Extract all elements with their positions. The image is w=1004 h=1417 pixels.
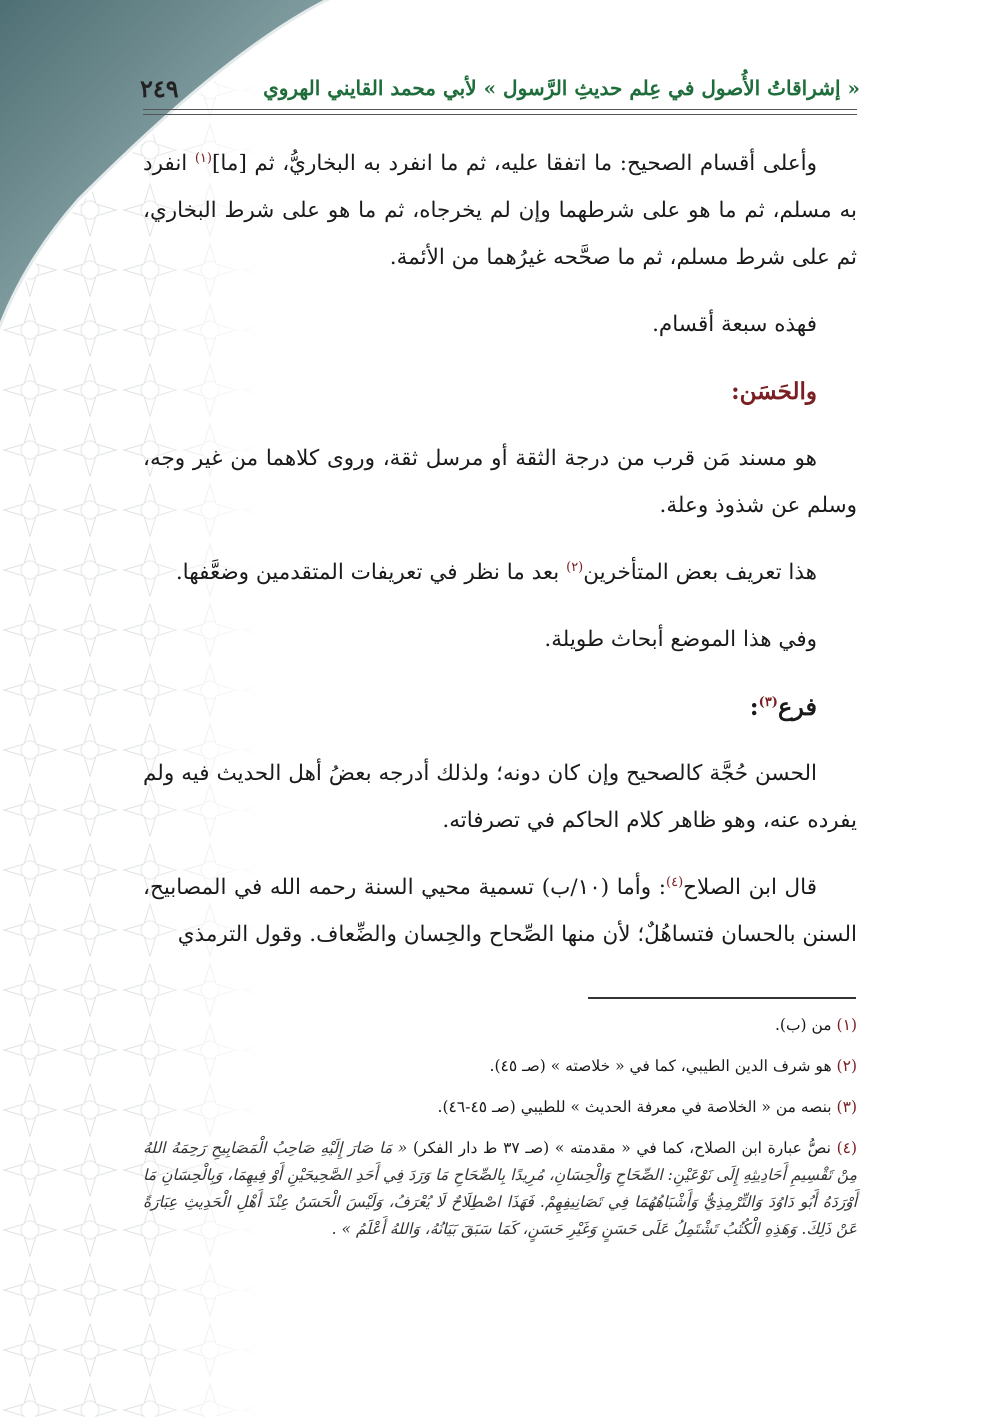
footnote-4: (٤) نصُّ عبارة ابن الصلاح، كما في « مقدمته » (صـ ٣٧ ط دار الفكر) « مَا صَارَ إِلَيْهِ صَاحِبُ الْمَصَابِيحِ رَحِمَهُ اللهُ مِنْ تَقْسِيمِ أَحَادِيثِهِ إِلَى نَوْعَيْنِ: الصِّحَاحِ وَالْحِسَانِ، مُرِيدًا بِالصِّحَاحِ مَا وَرَدَ فِي أَحَدِ الصَّحِيحَيْنِ أَوْ فِيهِمَا، وَبِالْحِسَانِ مَا أَوْرَدَهُ أَبُو دَاوُدَ وَالتِّرْمِذِيُّ وَأَشْبَاهُهُمَا فِي تَصَانِيفِهِمْ. فَهَذَا اصْطِلَاحٌ لَا يُعْرَفُ، وَلَيْسَ الْحَسَنُ عِنْدَ أَهْلِ الْحَدِيثِ عِبَارَةً عَنْ ذَلِكَ. وَهَذِهِ الْكُتُبُ تَشْتَمِلُ عَلَى حَسَنٍ وَغَيْرِ حَسَنٍ، كَمَا سَبَقَ بَيَانُهُ، وَاللهُ أَعْلَمُ » . — [143, 1139, 858, 1238]
paragraph-ibn-salah: قال ابن الصلاح$^{(٤)}$: وأما (١٠/ب) تسمية محيي السنة رحمه الله في المصابيح، السنن بالحسان فتساهُلٌ؛ لأن منها الصِّحاح والحِسان والضِّعاف. وقول الترمذي — [143, 874, 857, 947]
footnotes — [143, 1012, 857, 1257]
footnote-ref-1[interactable]: (١) — [194, 150, 212, 166]
footnote-3: (٣) بنصه من « الخلاصة في معرفة الحديث » للطيبي (صـ ٤٥-٤٦). — [437, 1098, 857, 1116]
header-rule-thick — [143, 109, 857, 110]
header-rule-thin — [143, 114, 857, 115]
paragraph-sahih-divisions: وأعلى أقسام الصحيح: ما اتفقا عليه، ثم ما انفرد به البخاريُّ، ثم [ما]$^{(١)}$ انفرد به مسلم، ثم ما هو على شرطهما وإن لم يخرجاه، ثم ما هو على شرط البخاري، ثم على شرط مسلم، ثم ما صحَّحه غيرُهما من الأئمة. — [143, 150, 857, 270]
footnote-separator — [588, 997, 856, 999]
paragraph-definition-source: هذا تعريف بعض المتأخرين$^{(٢)}$ بعد ما نظر في تعريفات المتقدمين وضعَّفها. — [175, 559, 817, 585]
footnote-1: (١) من (ب). — [774, 1016, 857, 1034]
footnote-2: (٢) هو شرف الدين الطيبي، كما في « خلاصته » (صـ ٤٥). — [489, 1057, 857, 1075]
footnote-ref-2[interactable]: (٢) — [566, 559, 584, 575]
main-text — [143, 140, 857, 978]
footnote-ref-4[interactable]: (٤) — [666, 874, 684, 890]
footnote-4-quote: « مَا صَارَ إِلَيْهِ صَاحِبُ الْمَصَابِيحِ رَحِمَهُ اللهُ مِنْ تَقْسِيمِ أَحَادِيثِهِ إِلَى نَوْعَيْنِ: الصِّحَاحِ وَالْحِسَانِ، مُرِيدًا بِالصِّحَاحِ مَا وَرَدَ فِي أَحَدِ الصَّحِيحَيْنِ أَوْ فِيهِمَا، وَبِالْحِسَانِ مَا أَوْرَدَهُ أَبُو دَاوُدَ وَالتِّرْمِذِيُّ وَأَشْبَاهُهُمَا فِي تَصَانِيفِهِمْ. فَهَذَا اصْطِلَاحٌ لَا يُعْرَفُ، وَلَيْسَ الْحَسَنُ عِنْدَ أَهْلِ الْحَدِيثِ عِبَارَةً عَنْ ذَلِكَ. وَهَذِهِ الْكُتُبُ تَشْتَمِلُ عَلَى حَسَنٍ وَغَيْرِ حَسَنٍ، كَمَا سَبَقَ بَيَانُهُ، وَاللهُ أَعْلَمُ » . — [143, 1139, 857, 1238]
paragraph-hasan-hujja: الحسن حُجَّة كالصحيح وإن كان دونه؛ ولذلك أدرجه بعضُ أهل الحديث فيه ولم يفرده عنه، وهو ظاهر كلام الحاكم في تصرفاته. — [143, 761, 857, 833]
page-number: ٢٤٩ — [140, 74, 179, 103]
page-header — [140, 72, 860, 112]
paragraph-long-discussions: وفي هذا الموضع أبحاث طويلة. — [544, 627, 817, 652]
sub-heading-far: فرع$^{(٣)}$: — [749, 692, 817, 721]
paragraph-hasan-definition: هو مسند مَن قرب من درجة الثقة أو مرسل ثقة، وروى كلاهما من غير وجه، وسلم عن شذوذ وعلة. — [143, 446, 857, 518]
section-heading-hasan: والحَسَن: — [731, 378, 817, 405]
paragraph-seven-divisions: فهذه سبعة أقسام. — [652, 312, 817, 337]
running-title: « إشراقاتُ الأُصول في عِلم حديثِ الرَّسول » لأبي محمد القايني الهروي — [263, 76, 860, 100]
footnote-ref-3[interactable]: (٣) — [758, 695, 778, 710]
